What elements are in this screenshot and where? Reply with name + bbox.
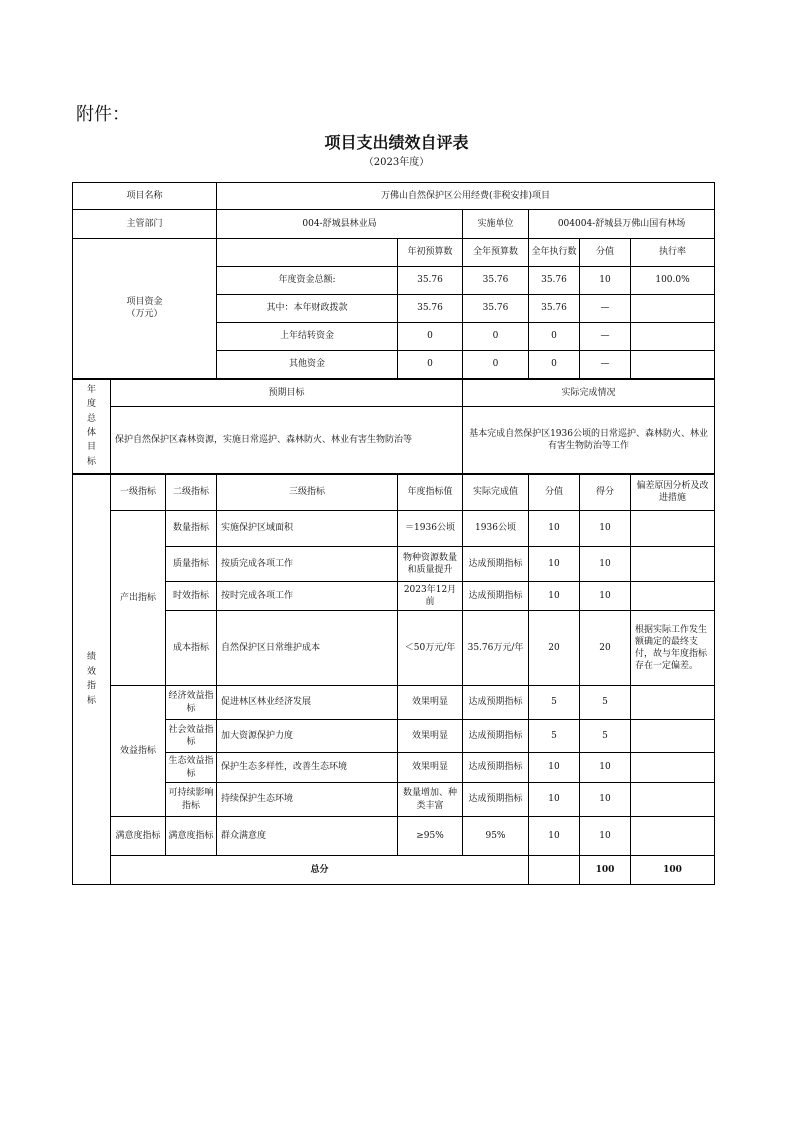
funds-row-name: 年度资金总额: [217, 267, 398, 295]
perf-l3: 加大资源保护力度 [217, 720, 398, 753]
funds-header: 执行率 [631, 239, 715, 267]
dept-value: 004-舒城县林业局 [217, 210, 463, 239]
funds-header: 全年预算数 [463, 239, 529, 267]
perf-note: 根据实际工作发生额确定的最终支付，故与年度指标存在一定偏差。 [631, 611, 715, 686]
funds-cell: 0 [463, 351, 529, 379]
perf-l2: 生态效益指标 [166, 753, 217, 783]
perf-note [631, 783, 715, 817]
funds-cell: 0 [398, 351, 463, 379]
perf-score-value: 10 [529, 783, 580, 817]
goals-expected-text: 保护自然保护区森林资源，实施日常巡护、森林防火、林业有害生物防治等 [111, 407, 463, 474]
funds-header: 年初预算数 [398, 239, 463, 267]
perf-l3: 按质完成各项工作 [217, 547, 398, 582]
perf-header: 偏差原因分析及改进措施 [631, 474, 715, 511]
perf-actual: 达成预期指标 [463, 686, 529, 720]
funds-label-line2: （万元） [126, 309, 163, 320]
goals-label [73, 379, 111, 474]
page-title: 项目支出绩效自评表 [324, 133, 469, 152]
perf-score-value: 5 [529, 720, 580, 753]
perf-target: ＝1936公顷 [398, 511, 463, 547]
perf-actual: 1936公顷 [463, 511, 529, 547]
perf-l3: 实施保护区域面积 [217, 511, 398, 547]
perf-target: 效果明显 [398, 686, 463, 720]
perf-l3: 自然保护区日常维护成本 [217, 611, 398, 686]
perf-score-value: 20 [529, 611, 580, 686]
funds-cell: 35.76 [463, 267, 529, 295]
perf-label [73, 474, 111, 885]
page-subtitle: （2023年度） [363, 157, 430, 168]
perf-note [631, 511, 715, 547]
perf-score: 10 [580, 511, 631, 547]
funds-cell [631, 295, 715, 323]
funds-header: 全年执行数 [529, 239, 580, 267]
perf-actual: 95% [463, 817, 529, 856]
perf-score: 10 [580, 817, 631, 856]
perf-l3: 按时完成各项工作 [217, 582, 398, 611]
perf-score: 10 [580, 547, 631, 582]
perf-l3: 群众满意度 [217, 817, 398, 856]
funds-label [73, 239, 217, 379]
funds-row-name: 其他资金 [217, 351, 398, 379]
perf-target: ＜50万元/年 [398, 611, 463, 686]
funds-cell: 35.76 [463, 295, 529, 323]
perf-l2: 质量指标 [166, 547, 217, 582]
perf-group-benefit: 效益指标 [111, 686, 166, 817]
funds-cell: 35.76 [529, 295, 580, 323]
funds-row-name: 其中：本年财政拨款 [217, 295, 398, 323]
funds-cell: 35.76 [529, 267, 580, 295]
funds-row-name: 上年结转资金 [217, 323, 398, 351]
impl-label: 实施单位 [463, 210, 529, 239]
perf-header: 二级指标 [166, 474, 217, 511]
funds-header: 分值 [580, 239, 631, 267]
goals-expected-header: 预期目标 [111, 379, 463, 407]
funds-cell: 35.76 [398, 295, 463, 323]
perf-score: 5 [580, 686, 631, 720]
perf-note [631, 817, 715, 856]
perf-score: 5 [580, 720, 631, 753]
perf-header: 分值 [529, 474, 580, 511]
perf-l2: 成本指标 [166, 611, 217, 686]
total-label: 总分 [111, 856, 529, 885]
perf-group-satisfaction: 满意度指标 [111, 817, 166, 856]
funds-cell: 100.0% [631, 267, 715, 295]
goals-actual-header: 实际完成情况 [463, 379, 715, 407]
funds-cell: 10 [580, 267, 631, 295]
perf-note [631, 753, 715, 783]
perf-l2: 经济效益指标 [166, 686, 217, 720]
perf-header: 一级指标 [111, 474, 166, 511]
funds-cell: — [580, 351, 631, 379]
perf-l2: 满意度指标 [166, 817, 217, 856]
perf-actual: 达成预期指标 [463, 783, 529, 817]
perf-actual: 达成预期指标 [463, 720, 529, 753]
perf-actual: 达成预期指标 [463, 582, 529, 611]
perf-note [631, 686, 715, 720]
total-score: 100 [631, 856, 715, 885]
perf-target: 效果明显 [398, 720, 463, 753]
perf-l2: 社会效益指标 [166, 720, 217, 753]
perf-header: 得分 [580, 474, 631, 511]
perf-score-value: 10 [529, 511, 580, 547]
funds-cell: 0 [463, 323, 529, 351]
perf-l3: 保护生态多样性，改善生态环境 [217, 753, 398, 783]
perf-target: ≥95% [398, 817, 463, 856]
perf-score: 10 [580, 582, 631, 611]
perf-l2: 可持续影响指标 [166, 783, 217, 817]
funds-header-blank [217, 239, 398, 267]
perf-score: 10 [580, 753, 631, 783]
perf-score-value: 10 [529, 817, 580, 856]
perf-header: 三级指标 [217, 474, 398, 511]
goals-label-text: 年 度 总 体 目 标 [86, 384, 96, 467]
perf-l2: 时效指标 [166, 582, 217, 611]
perf-label-text: 绩 效 指 标 [86, 652, 96, 706]
project-name-label: 项目名称 [73, 183, 217, 210]
evaluation-table [72, 182, 715, 885]
goals-actual-text: 基本完成自然保护区1936公顷的日常巡护、森林防火、林业有害生物防治等工作 [463, 407, 715, 474]
funds-cell [631, 323, 715, 351]
perf-l2: 数量指标 [166, 511, 217, 547]
perf-note [631, 582, 715, 611]
perf-score: 20 [580, 611, 631, 686]
dept-label: 主管部门 [73, 210, 217, 239]
attachment-label: 附件： [76, 104, 130, 125]
perf-target: 效果明显 [398, 753, 463, 783]
perf-score-value: 10 [529, 582, 580, 611]
perf-target: 2023年12月前 [398, 582, 463, 611]
perf-target: 数量增加、种类丰富 [398, 783, 463, 817]
perf-note [631, 547, 715, 582]
perf-l3: 促进林区林业经济发展 [217, 686, 398, 720]
funds-cell: 35.76 [398, 267, 463, 295]
funds-cell [631, 351, 715, 379]
funds-cell: — [580, 295, 631, 323]
perf-group-output: 产出指标 [111, 511, 166, 686]
perf-header: 年度指标值 [398, 474, 463, 511]
funds-cell: 0 [529, 323, 580, 351]
project-name-value: 万佛山自然保护区公用经费(非税安排)项目 [217, 183, 715, 210]
funds-cell: — [580, 323, 631, 351]
impl-value: 004004-舒城县万佛山国有林场 [529, 210, 715, 239]
total-score-value: 100 [580, 856, 631, 885]
perf-score-value: 10 [529, 547, 580, 582]
perf-header: 实际完成值 [463, 474, 529, 511]
total-blank [529, 856, 580, 885]
perf-note [631, 720, 715, 753]
funds-cell: 0 [529, 351, 580, 379]
perf-actual: 达成预期指标 [463, 753, 529, 783]
perf-target: 物种资源数量和质量提升 [398, 547, 463, 582]
perf-actual: 达成预期指标 [463, 547, 529, 582]
perf-score-value: 10 [529, 753, 580, 783]
funds-label-line1: 项目资金 [126, 297, 163, 308]
perf-score: 10 [580, 783, 631, 817]
perf-l3: 持续保护生态环境 [217, 783, 398, 817]
funds-cell: 0 [398, 323, 463, 351]
perf-actual: 35.76万元/年 [463, 611, 529, 686]
perf-score-value: 5 [529, 686, 580, 720]
